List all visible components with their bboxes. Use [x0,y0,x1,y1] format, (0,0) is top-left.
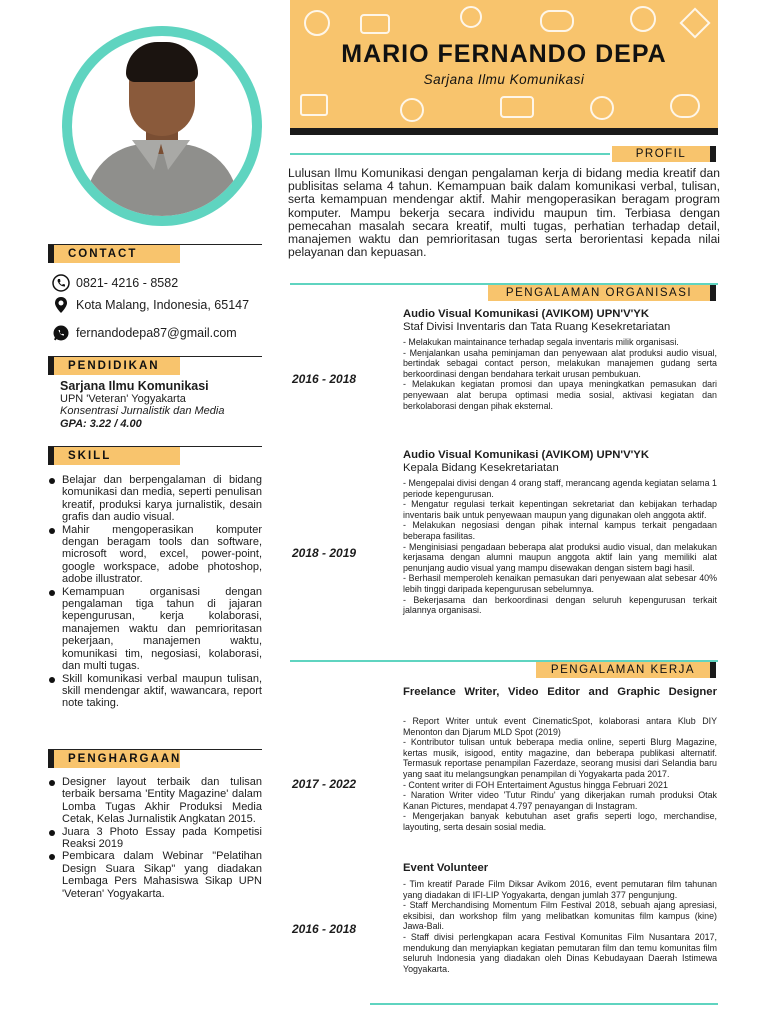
awards-heading: PENGHARGAAN [54,750,180,768]
duty-item: - Menjalankan usaha peminjaman dan penyewaan alat produksi audio visual, bertindak sebagai contact person, melakukan manajemen gudang serta berkoordinasi dengan bendahara terkait urusan pembukuan. [403,347,717,379]
doodle-icon [500,96,534,118]
duty-item: - Melakukan kegiatan promosi dan upaya meningkatkan pemasukan dari penyewaan alat berupa optimasi media sosial, aktivasi kegiatan dan berkolaborasi dengan pihak eksternal. [403,379,717,411]
doodle-icon [679,7,710,38]
skill-list [48,474,262,710]
duty-item: - Report Writer untuk event CinematicSpot, kolaborasi antara Klub DIY Menonton dan Djarum MLD Spot (2019) [403,716,717,737]
duty-item: - Mengatur regulasi terkait kepentingan sekretariat dan kebijakan terhadap inventaris baik untuk penyewaan maupun yang digunakan oleh anggota aktif. [403,499,717,520]
award-item: Pembicara dalam Webinar "Pelatihan Design Suara Sikap" yang diadakan Lembaga Pers Mahasiswa Sikap UPN 'Veteran' Yogyakarta. [48,850,262,900]
doodle-icon [590,96,614,120]
work-title: Event Volunteer [403,862,489,874]
contact-phone-row [52,274,178,292]
organization-title: Audio Visual Komunikasi (AVIKOM) UPN'V'YK [403,449,649,461]
duty-item: - Menginisiasi pengadaan beberapa alat produksi audio visual, dan melakukan kerjasama dengan alumni maupun anggota aktif lain yang memiliki alat penunjang audio visual yang mampu disewakan dengan sistem bagi hasil. [403,541,717,573]
duty-item: - Naration Writer video 'Tutur Rindu' yang dikerjakan rumah produksi Otak Kanan Pictures, mendapat 4.797 penayangan di Instagram. [403,790,717,811]
contact-email[interactable]: fernandodepa87@gmail.com [76,326,237,340]
contact-email-row [52,324,237,342]
phone-icon [52,274,70,292]
profile-heading: PROFIL [612,146,710,162]
doodle-icon [300,94,328,116]
organization-heading: PENGALAMAN ORGANISASI [488,285,710,301]
education-concentration: Konsentrasi Jurnalistik dan Media [60,405,225,417]
duty-item: - Content writer di FOH Entertaiment Agustus hingga Februari 2021 [403,779,668,790]
doodle-icon [630,6,656,32]
doodle-icon [400,98,424,122]
candidate-name: MARIO FERNANDO DEPA [341,40,667,68]
organization-role: Kepala Bidang Kesekretariatan [403,462,559,474]
profile-text: Lulusan Ilmu Komunikasi dengan pengalaman kerja di bidang media kreatif dan publisitas selama 4 tahun. Kemampuan baik dalam komunikasi verbal, tulisan, serta kemampuan mendengar aktif. Mahir mengoperasikan beragam program komputer. Mampu bekerja secara individu maupun tim. Terbiasa dengan pemecahan masalah secara kreatif, multi tugas, perhatian terhadap detail, manajemen waktu dan pemrioritasan tugas serta berorientasi kepada nilai pelayanan dan kepuasan. [288,166,720,260]
contact-address: Kota Malang, Indonesia, 65147 [76,298,250,312]
candidate-title: Sarjana Ilmu Komunikasi [423,72,585,87]
duty-item: - Melakukan negosiasi dengan pihak internal kampus terkait pengadaan beberapa fasilitas. [403,520,717,541]
duty-item: - Mengepalai divisi dengan 4 orang staff, merancang agenda kegiatan selama 1 periode kepengurusan. [403,478,717,499]
award-item: Designer layout terbaik dan tulisan terbaik bersama 'Entity Magazine' dalam Lomba Tugas Akhir Produksi Media Cetak, Kelas Jurnalistik Angkatan 2015. [48,776,262,826]
education-degree: Sarjana Ilmu Komunikasi [60,379,209,393]
education-gpa: GPA: 3.22 / 4.00 [60,417,142,430]
education-block [60,380,260,430]
skill-item: Skill komunikasi verbal maupun tulisan, skill mendengar aktif, wawancara, report note taking. [48,673,262,710]
duty-item: - Melakukan maintainance terhadap segala inventaris milik organisasi. [403,337,679,347]
doodle-icon [460,6,482,28]
duty-item: - Staff divisi perlengkapan acara Festival Komunitas Film Nusantara 2017, mendukung dan menyiapkan kegiatan pemutaran film dan temu komunitas film seluruh Indonesia yang diadakan oleh Dinas Kebudayaan Daerah Istimewa Yogyakarta. [403,931,717,974]
organization-duties [403,478,717,616]
education-heading: PENDIDIKAN [54,357,180,375]
duty-item: - Kontributor tulisan untuk beberapa media online, seperti Blurg Magazine, kertas musik, isigood, entity magazine, dan beberapa publikasi alternatif. Termasuk reportase penampilan Fazerdaze, seorang musisi dari Selandia baru yang saat itu melangsungkan penampilan di Yogyakarta pada 2017. [403,737,717,779]
duty-item: - Berhasil memperoleh kenaikan pemasukan dari penyewaan alat sebesar 40% lebih tinggi daripada kepengurusan sebelumnya. [403,573,717,594]
doodle-icon [670,94,700,118]
profile-rule [290,153,610,155]
location-pin-icon [52,296,70,314]
organization-heading-bar [710,285,716,301]
work-heading-bar [710,662,716,678]
doodle-icon [360,14,390,34]
profile-photo-frame [62,26,262,226]
skill-heading: SKILL [54,447,180,465]
contact-address-row [52,296,249,314]
duty-item: - Mengerjakan banyak kebutuhan aset grafis seperti logo, merchandise, layouting, serta desain sosial media. [403,811,717,832]
work-heading: PENGALAMAN KERJA [536,662,710,678]
work-period: 2017 - 2022 [292,777,357,791]
doodle-icon [304,10,330,36]
bottom-rule [370,1003,718,1005]
organization-period: 2018 - 2019 [292,546,357,560]
skill-item: Kemampuan organisasi dengan pengalaman tiga tahun di jajaran kepengurusan, kerja kolaborasi, manajemen waktu dan pemrioritasan pekerjaan, manajemen waktu, komunikasi tim, negosiasi, kolaborasi, dan multi tugas. [48,586,262,673]
work-period: 2016 - 2018 [292,922,357,936]
organization-title: Audio Visual Komunikasi (AVIKOM) UPN'V'YK [403,308,649,320]
work-title: Freelance Writer, Video Editor and Graphic Designer [403,686,717,698]
skill-item: Mahir mengoperasikan komputer dengan beragam tools dan software, microsoft word, excel, power-point, google workspace, adobe photoshop, adobe illustrator. [48,524,262,586]
organization-period: 2016 - 2018 [292,372,357,386]
skill-item: Belajar dan berpengalaman di bidang komunikasi dan media, seperti penulisan kreatif, produksi karya jurnalistik, desain grafis dan audio visual. [48,474,262,524]
award-item: Juara 3 Photo Essay pada Kompetisi Reaksi 2019 [48,826,262,851]
awards-list [48,776,262,900]
duty-item: - Bekerjasama dan berkoordinasi dengan seluruh kepengurusan terkait jalannya organisasi. [403,594,717,616]
whatsapp-icon [52,324,70,342]
contact-phone[interactable]: 0821- 4216 - 8582 [76,276,179,290]
profile-photo [72,36,252,216]
organization-role: Staf Divisi Inventaris dan Tata Ruang Kesekretariatan [403,321,671,333]
education-school: UPN 'Veteran' Yogyakarta [60,392,186,405]
duty-item: - Staff Merchandising Momentum Film Festival 2018, sebuah ajang apresiasi, eksibisi, dan workshop film yang melibatkan komunitas film kampus (kine) Jawa-Bali. [403,900,717,932]
work-duties [403,879,717,974]
organization-duties [403,337,717,411]
profile-heading-bar [710,146,716,162]
contact-heading: CONTACT [54,245,180,263]
header-banner-bar [290,128,718,135]
photo-collar-left [132,140,162,170]
work-duties [403,716,717,833]
photo-hair [126,42,198,82]
doodle-icon [540,10,574,32]
duty-item: - Tim kreatif Parade Film Diksar Avikom 2016, event pemutaran film tahunan yang diadakan di IFI-LIP Yogyakarta, dengan jumlah 377 pengunjung. [403,879,717,900]
photo-collar-right [160,140,190,170]
